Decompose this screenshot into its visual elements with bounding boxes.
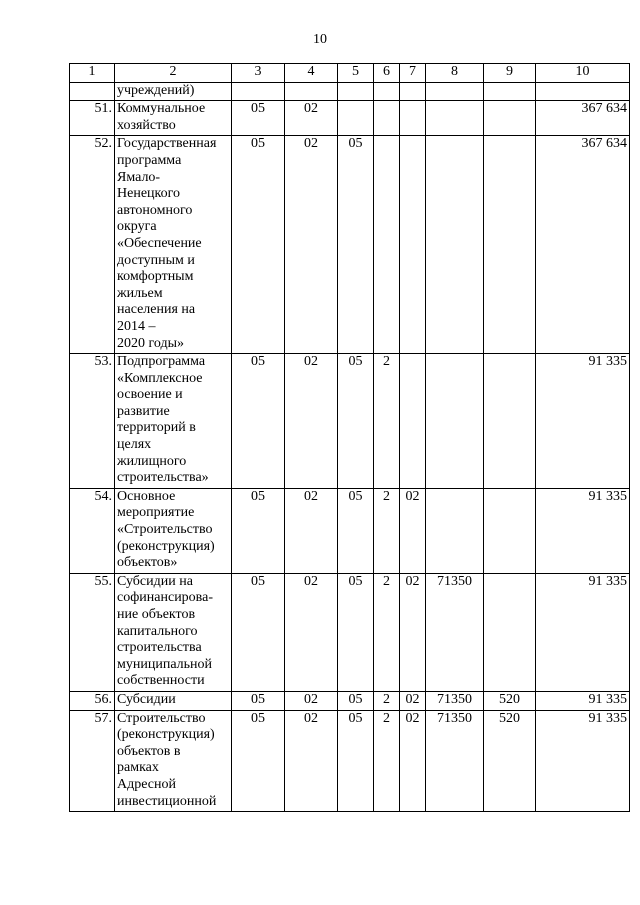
direction-code-cell [426, 101, 484, 136]
row-name-cell: Субсидии на софинансирова- ние объектов капитального строительства муниципальной собственности [115, 573, 232, 691]
program-code-cell [338, 101, 374, 136]
row-number-cell: 56. [70, 691, 115, 710]
program-code-cell: 05 [338, 136, 374, 354]
subprogram-code-cell: 2 [374, 573, 400, 691]
sum-cell: 91 335 [536, 573, 630, 691]
subsection-code-cell: 02 [285, 488, 338, 573]
column-number-cell: 9 [484, 64, 536, 83]
expense-type-cell [484, 354, 536, 489]
row-number-cell: 52. [70, 136, 115, 354]
sum-cell: 367 634 [536, 136, 630, 354]
row-name-cell: Государственная программа Ямало- Ненецкого автономного округа «Обеспечение доступным и комфортным жильем населения на 2014 – 2020 годы» [115, 136, 232, 354]
row-name-cell: Субсидии [115, 691, 232, 710]
direction-code-cell: 71350 [426, 710, 484, 812]
subsection-code-cell: 02 [285, 691, 338, 710]
direction-code-cell: 71350 [426, 691, 484, 710]
section-code-cell: 05 [232, 573, 285, 691]
column-number-cell: 6 [374, 64, 400, 83]
row-number-cell: 51. [70, 101, 115, 136]
direction-code-cell: 71350 [426, 573, 484, 691]
column-number-row [70, 64, 630, 83]
subsection-code-cell: 02 [285, 101, 338, 136]
program-code-cell: 05 [338, 354, 374, 489]
direction-code-cell [426, 354, 484, 489]
program-code-cell: 05 [338, 710, 374, 812]
expense-type-cell [484, 136, 536, 354]
expense-type-cell: 520 [484, 710, 536, 812]
column-number-cell: 8 [426, 64, 484, 83]
section-code-cell: 05 [232, 488, 285, 573]
subprogram-code-cell [374, 101, 400, 136]
section-code-cell: 05 [232, 691, 285, 710]
expense-type-cell: 520 [484, 691, 536, 710]
measure-code-cell: 02 [400, 691, 426, 710]
sum-cell: 91 335 [536, 488, 630, 573]
page-number: 10 [313, 32, 327, 47]
subsection-code-cell: 02 [285, 136, 338, 354]
subprogram-code-cell: 2 [374, 488, 400, 573]
code-cell [400, 82, 426, 101]
measure-code-cell: 02 [400, 573, 426, 691]
column-number-cell: 5 [338, 64, 374, 83]
program-code-cell: 05 [338, 691, 374, 710]
table-row [70, 691, 630, 710]
table-row [70, 136, 630, 354]
column-number-cell: 1 [70, 64, 115, 83]
row-number-cell: 55. [70, 573, 115, 691]
column-number-cell: 7 [400, 64, 426, 83]
expense-type-cell [484, 101, 536, 136]
measure-code-cell: 02 [400, 488, 426, 573]
section-code-cell: 05 [232, 136, 285, 354]
table-row [70, 488, 630, 573]
column-number-cell: 2 [115, 64, 232, 83]
program-code-cell: 05 [338, 573, 374, 691]
subsection-code-cell: 02 [285, 573, 338, 691]
continuation-row [70, 82, 630, 101]
code-cell [338, 82, 374, 101]
row-name-cell: учреждений) [115, 82, 232, 101]
row-name-cell: Строительство (реконструкция) объектов в рамках Адресной инвестиционной [115, 710, 232, 812]
column-number-cell: 10 [536, 64, 630, 83]
measure-code-cell: 02 [400, 710, 426, 812]
row-name-cell: Коммунальное хозяйство [115, 101, 232, 136]
column-number-cell: 3 [232, 64, 285, 83]
row-name-cell: Подпрограмма «Комплексное освоение и развитие территорий в целях жилищного строительства» [115, 354, 232, 489]
section-code-cell: 05 [232, 101, 285, 136]
subprogram-code-cell [374, 136, 400, 354]
sum-cell: 367 634 [536, 101, 630, 136]
row-number-cell: 53. [70, 354, 115, 489]
row-number-cell: 54. [70, 488, 115, 573]
table-row [70, 354, 630, 489]
section-code-cell: 05 [232, 710, 285, 812]
row-number-cell: 57. [70, 710, 115, 812]
program-code-cell: 05 [338, 488, 374, 573]
code-cell [374, 82, 400, 101]
code-cell [426, 82, 484, 101]
expense-type-cell [484, 573, 536, 691]
subprogram-code-cell: 2 [374, 691, 400, 710]
row-name-cell: Основное мероприятие «Строительство (реконструкция) объектов» [115, 488, 232, 573]
direction-code-cell [426, 488, 484, 573]
measure-code-cell [400, 354, 426, 489]
code-cell [484, 82, 536, 101]
code-cell [285, 82, 338, 101]
sum-cell: 91 335 [536, 710, 630, 812]
budget-table [69, 63, 630, 812]
code-cell [232, 82, 285, 101]
table-row [70, 573, 630, 691]
sum-cell: 91 335 [536, 354, 630, 489]
table-row [70, 101, 630, 136]
direction-code-cell [426, 136, 484, 354]
expense-type-cell [484, 488, 536, 573]
table-row [70, 710, 630, 812]
sum-cell: 91 335 [536, 691, 630, 710]
section-code-cell: 05 [232, 354, 285, 489]
measure-code-cell [400, 136, 426, 354]
sum-cell [536, 82, 630, 101]
subsection-code-cell: 02 [285, 354, 338, 489]
subprogram-code-cell: 2 [374, 354, 400, 489]
column-number-cell: 4 [285, 64, 338, 83]
measure-code-cell [400, 101, 426, 136]
subprogram-code-cell: 2 [374, 710, 400, 812]
row-number-cell [70, 82, 115, 101]
subsection-code-cell: 02 [285, 710, 338, 812]
